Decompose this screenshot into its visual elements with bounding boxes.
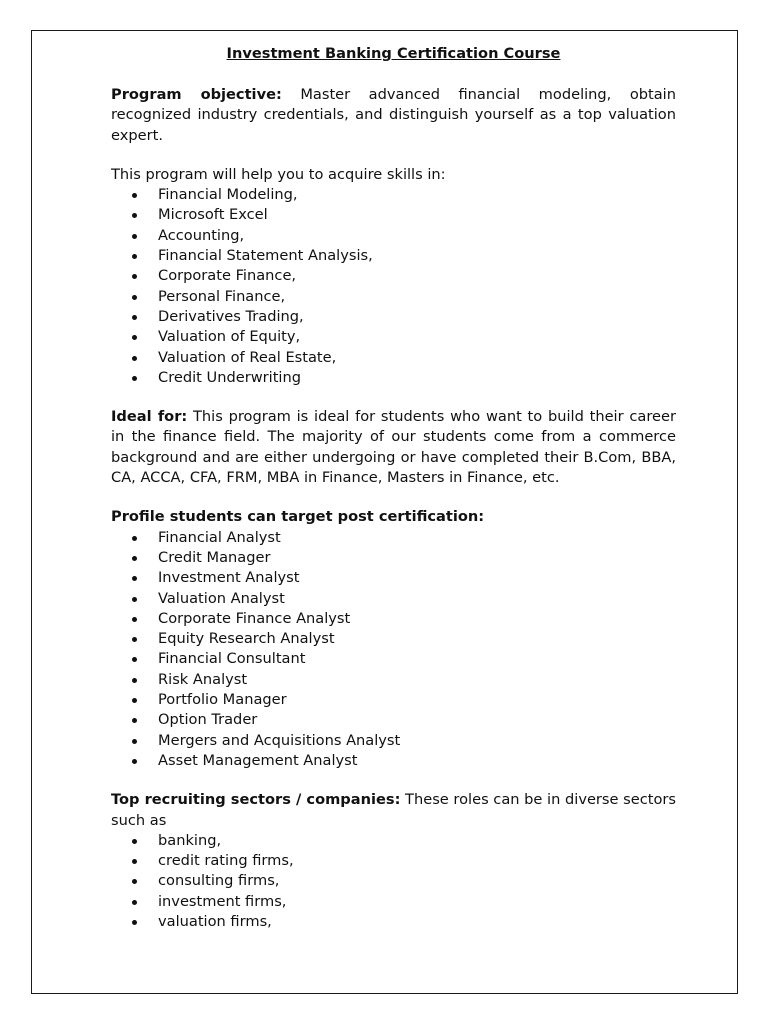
skill-item-text: Accounting,: [158, 226, 245, 244]
spacer: [111, 771, 676, 790]
profile-item-text: Financial Consultant: [158, 650, 306, 668]
skill-item: [111, 287, 676, 307]
bullet-icon: [132, 617, 137, 622]
skill-item-text: Credit Underwriting: [158, 368, 301, 386]
sector-item: [111, 871, 676, 891]
bullet-icon: [132, 536, 137, 541]
profile-item-text: Mergers and Acquisitions Analyst: [158, 731, 401, 749]
bullet-icon: [132, 879, 137, 884]
bullet-icon: [132, 597, 137, 602]
skill-item-text: Valuation of Equity,: [158, 328, 301, 346]
recruiting-list: [111, 831, 676, 932]
sector-item: [111, 912, 676, 932]
profile-item: [111, 568, 676, 588]
skill-item-text: Microsoft Excel: [158, 206, 268, 224]
skill-item: [111, 185, 676, 205]
bullet-icon: [132, 556, 137, 561]
profile-item: [111, 751, 676, 771]
sector-item: [111, 892, 676, 912]
profile-item-text: Corporate Finance Analyst: [158, 609, 351, 627]
skill-item: [111, 266, 676, 286]
bullet-icon: [132, 678, 137, 683]
sector-item-text: investment firms,: [158, 892, 287, 910]
skill-item: [111, 348, 676, 368]
profile-item-text: Financial Analyst: [158, 528, 281, 546]
sector-item-text: banking,: [158, 831, 222, 849]
profiles-heading: Profile students can target post certification:: [111, 508, 485, 526]
bullet-icon: [132, 274, 137, 279]
spacer: [111, 488, 676, 507]
skill-item: [111, 307, 676, 327]
bullet-icon: [132, 739, 137, 744]
sector-item: [111, 851, 676, 871]
profile-item-text: Equity Research Analyst: [158, 630, 335, 648]
bullet-icon: [132, 234, 137, 239]
spacer: [111, 146, 676, 165]
profile-item: [111, 589, 676, 609]
bullet-icon: [132, 356, 137, 361]
bullet-icon: [132, 315, 137, 320]
profile-item-text: Asset Management Analyst: [158, 751, 358, 769]
bullet-icon: [132, 718, 137, 723]
recruiting-paragraph: [111, 790, 676, 831]
recruiting-label: Top recruiting sectors / companies:: [111, 791, 401, 809]
profile-item-text: Investment Analyst: [158, 569, 300, 587]
bullet-icon: [132, 859, 137, 864]
bullet-icon: [132, 637, 137, 642]
skill-item-text: Valuation of Real Estate,: [158, 348, 337, 366]
profiles-list: [111, 528, 676, 772]
skill-item-text: Financial Modeling,: [158, 186, 298, 204]
profile-item: [111, 528, 676, 548]
profile-item: [111, 690, 676, 710]
skill-item-text: Derivatives Trading,: [158, 307, 304, 325]
skill-item: [111, 368, 676, 388]
skill-item-text: Personal Finance,: [158, 287, 286, 305]
objective-paragraph: [111, 85, 676, 146]
ideal-for-paragraph: [111, 407, 676, 488]
skill-item: [111, 327, 676, 347]
bullet-icon: [132, 920, 137, 925]
profile-item-text: Portfolio Manager: [158, 691, 287, 709]
profile-item-text: Valuation Analyst: [158, 589, 285, 607]
profile-item: [111, 649, 676, 669]
skill-item: [111, 226, 676, 246]
bullet-icon: [132, 759, 137, 764]
bullet-icon: [132, 576, 137, 581]
bullet-icon: [132, 900, 137, 905]
bullet-icon: [132, 335, 137, 340]
profile-item: [111, 710, 676, 730]
bullet-icon: [132, 213, 137, 218]
spacer: [111, 65, 676, 85]
skill-item: [111, 246, 676, 266]
bullet-icon: [132, 839, 137, 844]
skills-intro: This program will help you to acquire skills in:: [111, 165, 446, 183]
bullet-icon: [132, 657, 137, 662]
skills-list: [111, 185, 676, 388]
document-title: Investment Banking Certification Course: [226, 45, 561, 62]
recruiting-text: These roles can be in diverse sectors such as: [111, 791, 677, 829]
skill-item-text: Financial Statement Analysis,: [158, 247, 373, 265]
bullet-icon: [132, 254, 137, 259]
profile-item: [111, 548, 676, 568]
profile-item: [111, 731, 676, 751]
sector-item-text: consulting firms,: [158, 872, 280, 890]
sector-item-text: credit rating firms,: [158, 852, 294, 870]
skill-item: [111, 205, 676, 225]
ideal-for-text: This program is ideal for students who want to build their career in the finance field. The majority of our students come from a commerce background and are either undergoing or have completed their B.Com, BBA, CA, ACCA, CFA, FRM, MBA in Finance, Masters in Finance, etc.: [111, 408, 676, 487]
bullet-icon: [132, 376, 137, 381]
sector-item-text: valuation firms,: [158, 912, 272, 930]
bullet-icon: [132, 193, 137, 198]
profile-item: [111, 629, 676, 649]
bullet-icon: [132, 295, 137, 300]
profile-item-text: Risk Analyst: [158, 670, 248, 688]
objective-text: Master advanced financial modeling, obtain recognized industry credentials, and distinguish yourself as a top valuation expert.: [111, 86, 676, 144]
ideal-for-label: Ideal for:: [111, 408, 188, 426]
profile-item: [111, 670, 676, 690]
document-body: [111, 43, 676, 932]
skill-item-text: Corporate Finance,: [158, 267, 297, 285]
objective-label: Program objective:: [111, 86, 282, 103]
profile-item-text: Credit Manager: [158, 548, 271, 566]
bullet-icon: [132, 698, 137, 703]
sector-item: [111, 831, 676, 851]
spacer: [111, 388, 676, 407]
profile-item: [111, 609, 676, 629]
profile-item-text: Option Trader: [158, 711, 258, 729]
